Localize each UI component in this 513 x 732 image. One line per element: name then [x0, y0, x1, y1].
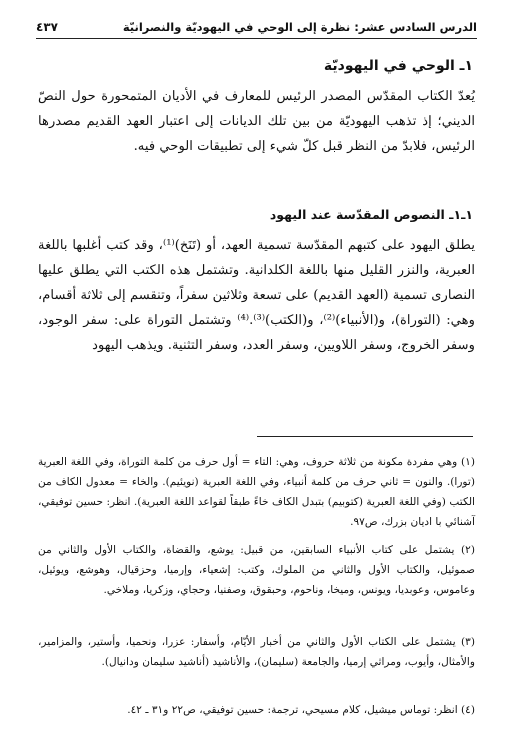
footnote-3: (٣) يشتمل على الكتاب الأول والثاني من أخبار الأيّام، وأسفار: عزرا، ونحميا، وأستير، والمزامير، والأمثال، وأيوب، ومراثي إرميا، والجامعة (سليمان)، والأناشيد (أناشيد سليمان ودانيال). [38, 636, 475, 668]
footnote-4: (٤) انظر: توماس ميشيل، كلام مسيحي، ترجمة: حسين توفيقي، ص٢٢ و٣١ ـ ٤٢. [127, 704, 475, 716]
subsection-heading-sacred-texts: ١ـ١ـ النصوص المقدّسة عند اليهود [269, 207, 473, 222]
footnote-1: (١) وهي مفردة مكونة من ثلاثة حروف، وهي: التاء = أول حرف من كلمة التوراة، وفي اللغة العبرية (تورا). والنون = ثاني حرف من كلمة أنبياء، وفي اللغة العبرية (نويئيم). والخاء = معدول الكاف من الكتب (وفي اللغة العبرية (كتوبيم) بتبدل الكاف خاءً طبقاً لقواعد اللغة العبرية). انظر: حسين توفيقي، آشنائي با اديان بزرك، ص٩٧. [38, 456, 475, 528]
footnote-2: (٢) يشتمل على كتاب الأنبياء السابقين، من قبيل: يوشع، والقضاة، والكتاب الأول والثاني من صموئيل، والكتاب الأول والثاني من الملوك، وكتب: إشعياء، وإرميا، وحزقيال، وهوشع، ويوئيل، وعاموس، وعوبديا، ويونس، وميخا، وناحوم، وحبقوق، وصفنيا، وحجاي، وزكريا، وملاخي. [38, 544, 475, 596]
intro-paragraph: يُعدّ الكتاب المقدّس المصدر الرئيس للمعارف في الأديان المتمحورة حول النصّ الديني؛ إذ تذهب اليهوديّة من بين تلك الديانات إلى اعتبار العهد القديم مصدرها الرئيس، فلابدّ من النظر قبل كلّ شيء إلى تطبيقات الوحي فيه. [38, 89, 475, 154]
running-title: الدرس السادس عشر: نظرة إلى الوحي في اليهوديّة والنصرانيّة [122, 20, 477, 34]
page-header [36, 16, 477, 39]
page-number: ٤٣٧ [36, 20, 58, 34]
section-heading-revelation-judaism: ١ـ الوحي في اليهوديّة [323, 58, 473, 74]
sacred-texts-paragraph: يطلق اليهود على كتبهم المقدّسة تسمية العهد، أو (تَنَخ)⁽¹⁾، وقد كتب أغلبها باللغة العبرية، والنزر القليل منها باللغة الكلدانية. وتشتمل هذه الكتب التي يطلق عليها النصارى تسمية (العهد القديم) على تسعة وثلاثين سفراً، وتنقسم إلى ثلاثة أقسام، وهي: (التوراة)، و(الأنبياء)⁽²⁾، و(الكتب)⁽³⁾.⁽⁴⁾ وتشتمل التوراة على: سفر الوجود، وسفر الخروج، وسفر اللاويين، وسفر العدد، وسفر التثنية. ويذهب اليهود [38, 238, 475, 353]
footnote-separator [257, 436, 473, 437]
